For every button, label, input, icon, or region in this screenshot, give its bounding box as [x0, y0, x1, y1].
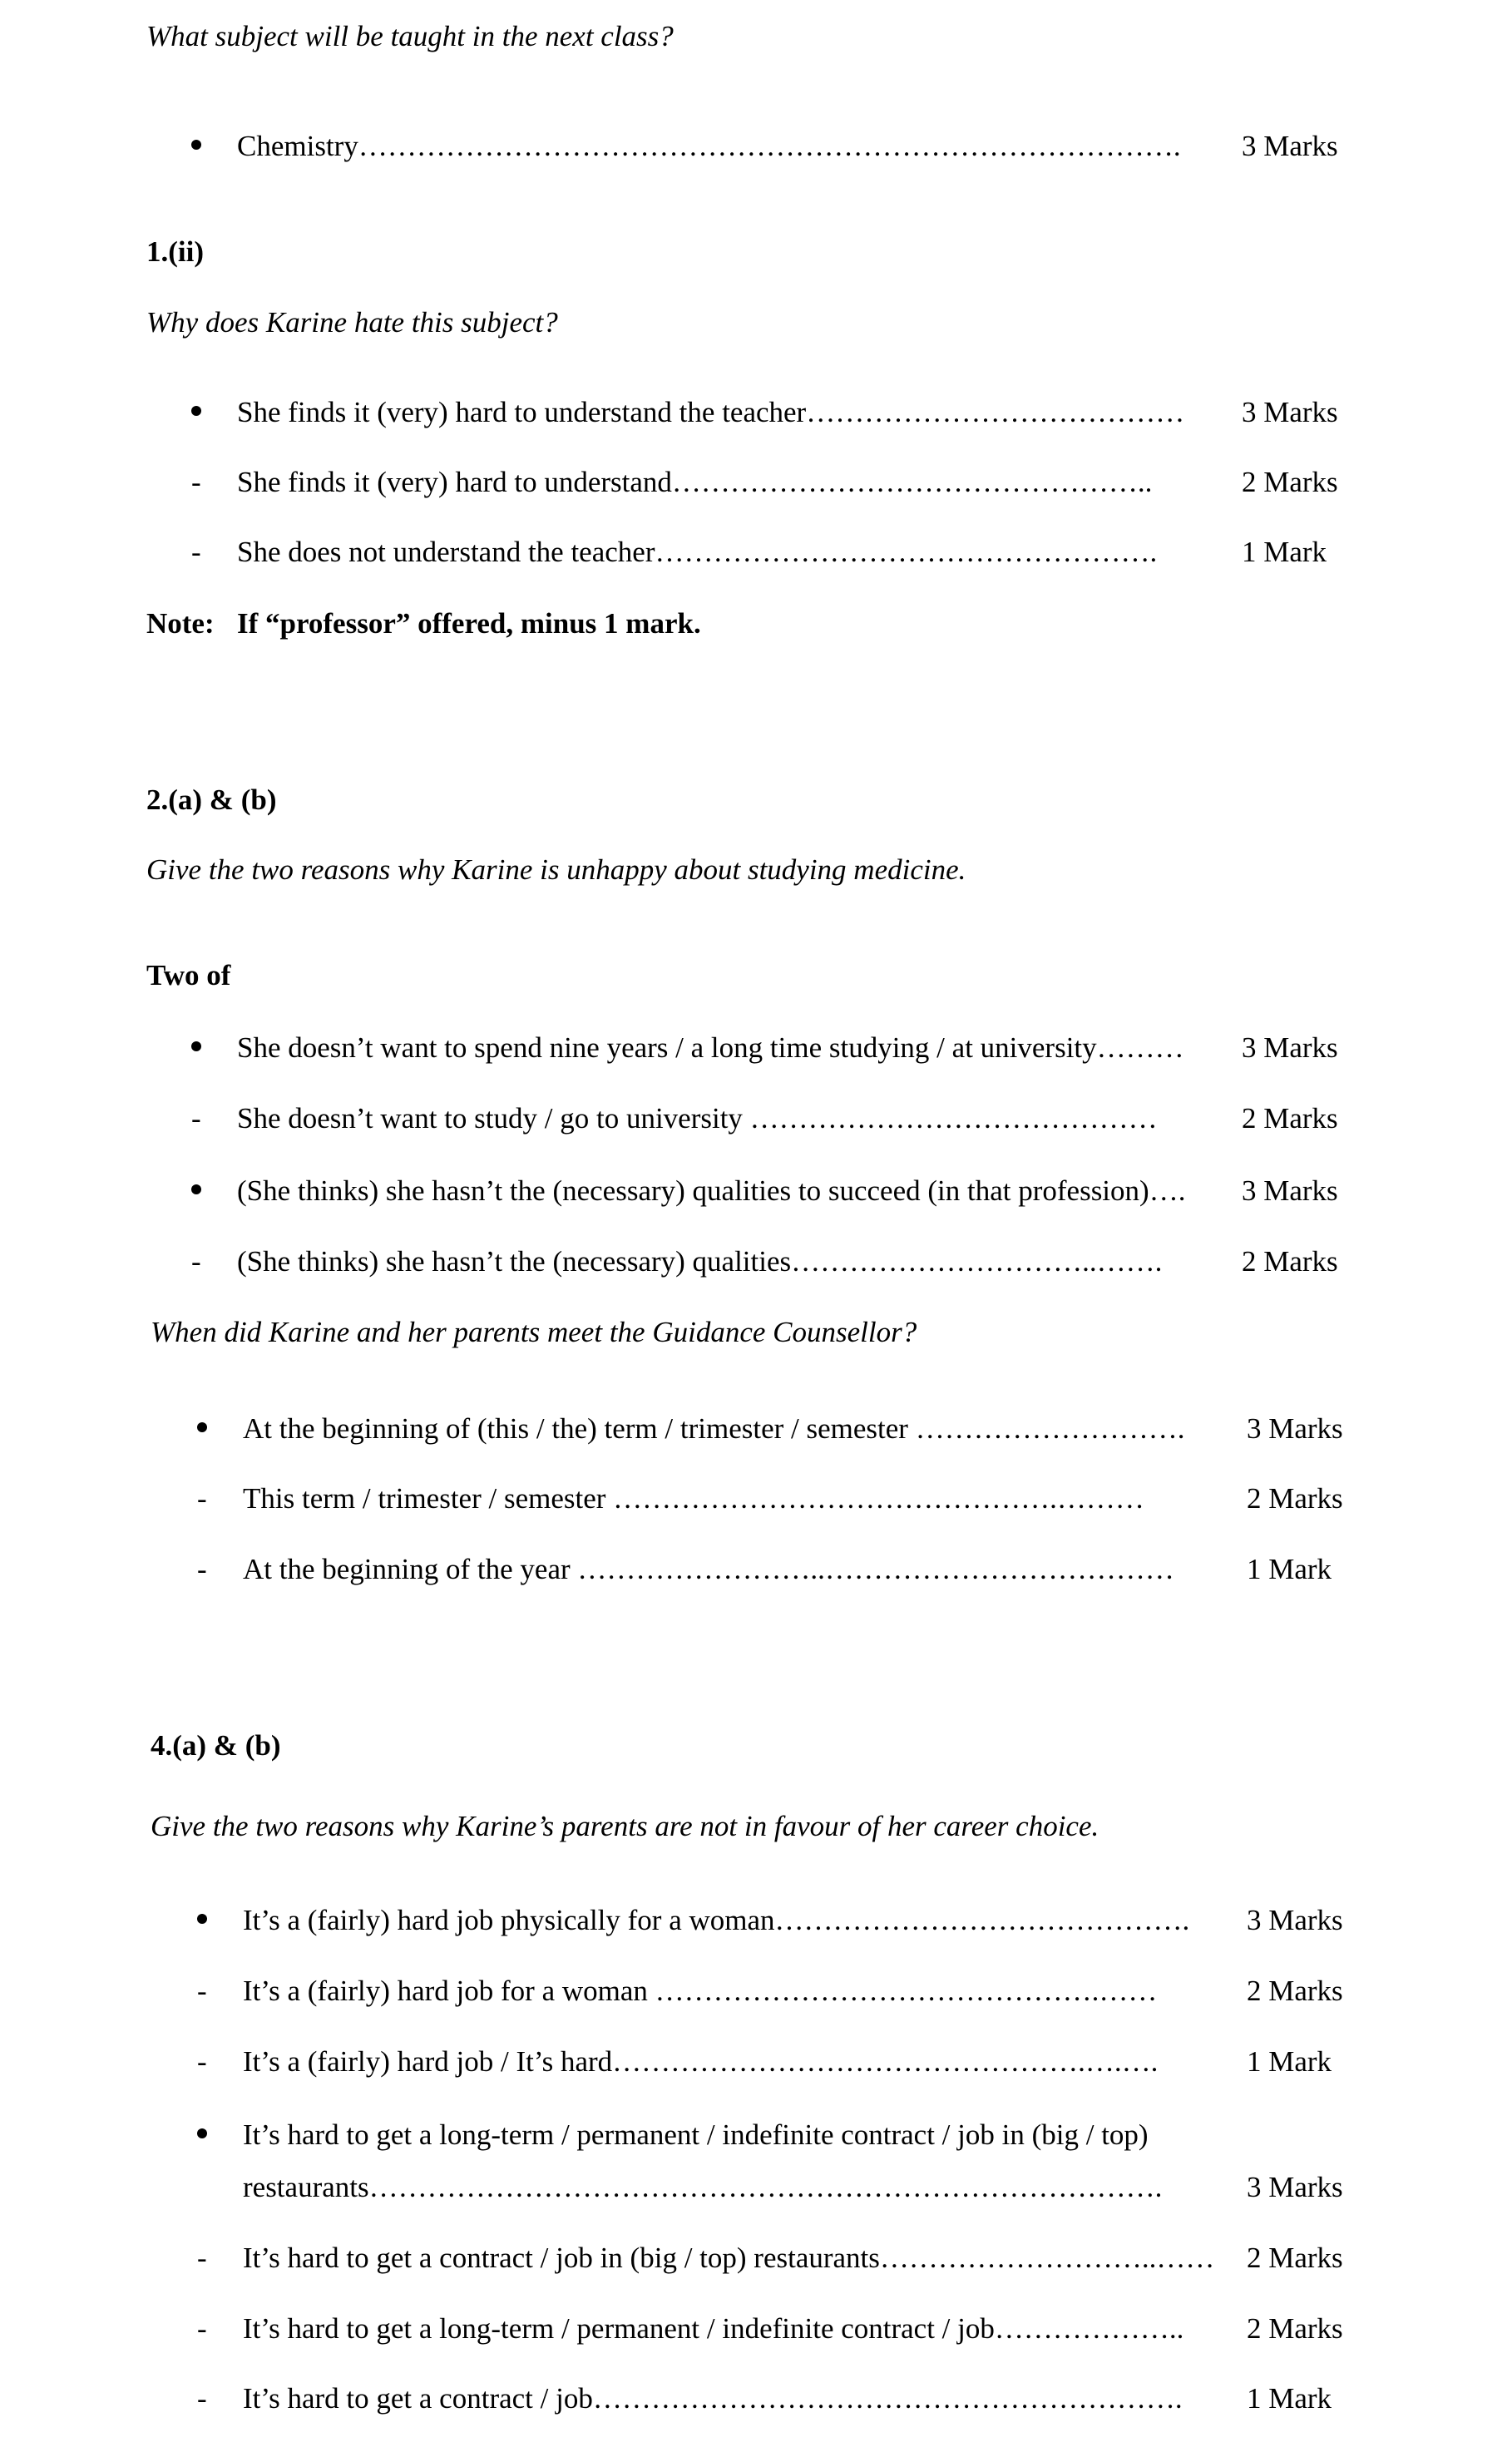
- q3-answer-3: At the beginning of the year ……………………..………………………………: [243, 1553, 1174, 1585]
- q4-heading: 4.(a) & (b): [151, 1729, 281, 1762]
- bullet-icon: [197, 1914, 207, 1924]
- dash-marker: -: [191, 1102, 201, 1135]
- bullet-icon: [191, 1041, 201, 1051]
- q1i-question: What subject will be taught in the next class?: [146, 20, 674, 52]
- q1ii-heading: 1.(ii): [146, 235, 205, 268]
- dash-marker: -: [191, 536, 201, 568]
- q2-answer-3-mark: 3 Marks: [1242, 1174, 1338, 1207]
- q4-answer-3-mark: 1 Mark: [1247, 2045, 1332, 2078]
- dash-marker: -: [197, 1482, 207, 1515]
- q2-answer-1-mark: 3 Marks: [1242, 1031, 1338, 1064]
- dash-marker: -: [197, 2382, 207, 2415]
- q4-answer-2: It’s a (fairly) hard job for a woman ……………………………………….……: [243, 1975, 1158, 2007]
- q1i-answer-mark: 3 Marks: [1242, 130, 1338, 162]
- q4-answer-7-mark: 1 Mark: [1247, 2382, 1332, 2415]
- q3-question: When did Karine and her parents meet the Guidance Counsellor?: [151, 1316, 917, 1348]
- q1ii-answer-1: She finds it (very) hard to understand the teacher…………………………………: [237, 396, 1185, 428]
- dash-marker: -: [197, 2312, 207, 2345]
- q1ii-answer-2-mark: 2 Marks: [1242, 466, 1338, 498]
- bullet-icon: [197, 1422, 207, 1432]
- q4-answer-4: It’s hard to get a long-term / permanent / indefinite contract / job in (big / top): [243, 2118, 1149, 2151]
- q4-answer-6-mark: 2 Marks: [1247, 2312, 1343, 2345]
- q2-answer-3: (She thinks) she hasn’t the (necessary) qualities to succeed (in that profession)….: [237, 1174, 1186, 1207]
- q4-answer-7: It’s hard to get a contract / job…………………………………………………….: [243, 2382, 1183, 2415]
- q1ii-answer-3: She does not understand the teacher…………………………………………….: [237, 536, 1158, 568]
- q4-answer-4-mark: 3 Marks: [1247, 2171, 1343, 2203]
- bullet-icon: [191, 140, 201, 150]
- q1ii-answer-2: She finds it (very) hard to understand…………………………………………..: [237, 466, 1153, 498]
- q3-answer-2-mark: 2 Marks: [1247, 1482, 1343, 1515]
- q2-answer-1: She doesn’t want to spend nine years / a long time studying / at university………: [237, 1031, 1184, 1064]
- q4-answer-1-mark: 3 Marks: [1247, 1904, 1343, 1936]
- q2-answer-4-mark: 2 Marks: [1242, 1245, 1338, 1278]
- q4-answer-5-mark: 2 Marks: [1247, 2242, 1343, 2274]
- bullet-icon: [191, 1184, 201, 1194]
- dash-marker: -: [197, 1553, 207, 1585]
- q3-answer-3-mark: 1 Mark: [1247, 1553, 1332, 1585]
- q4-answer-6: It’s hard to get a long-term / permanent / indefinite contract / job………………..: [243, 2312, 1184, 2345]
- dash-marker: -: [191, 466, 201, 498]
- q1ii-answer-1-mark: 3 Marks: [1242, 396, 1338, 428]
- q2-subheading: Two of: [146, 959, 231, 991]
- q1i-answer: Chemistry………………………………………………………………………….: [237, 130, 1181, 162]
- dash-marker: -: [191, 1245, 201, 1278]
- q2-heading: 2.(a) & (b): [146, 784, 277, 816]
- q1ii-note-text: If “professor” offered, minus 1 mark.: [237, 607, 701, 640]
- q4-answer-3: It’s a (fairly) hard job / It’s hard………………………………………….….….: [243, 2045, 1159, 2078]
- q2-answer-4: (She thinks) she hasn’t the (necessary) qualities…………………………..…….: [237, 1245, 1163, 1278]
- dash-marker: -: [197, 2242, 207, 2274]
- q3-answer-1-mark: 3 Marks: [1247, 1412, 1343, 1445]
- q2-answer-2: She doesn’t want to study / go to university ……………………………………: [237, 1102, 1158, 1135]
- q3-answer-2: This term / trimester / semester ……………………………………….………: [243, 1482, 1144, 1515]
- q4-answer-5: It’s hard to get a contract / job in (big / top) restaurants………………………..……: [243, 2242, 1215, 2274]
- q1ii-note-label: Note:: [146, 607, 215, 640]
- bullet-icon: [191, 406, 201, 416]
- q4-answer-4-continued: restaurants……………………………………………………………………….: [243, 2171, 1163, 2203]
- q4-question: Give the two reasons why Karine’s parents are not in favour of her career choice.: [151, 1810, 1099, 1842]
- q1ii-answer-3-mark: 1 Mark: [1242, 536, 1327, 568]
- q4-answer-2-mark: 2 Marks: [1247, 1975, 1343, 2007]
- q4-answer-1: It’s a (fairly) hard job physically for a woman…………………………………….: [243, 1904, 1190, 1936]
- dash-marker: -: [197, 1975, 207, 2007]
- dash-marker: -: [197, 2045, 207, 2078]
- q1ii-question: Why does Karine hate this subject?: [146, 306, 558, 339]
- q3-answer-1: At the beginning of (this / the) term / trimester / semester ……………………….: [243, 1412, 1185, 1445]
- q2-question: Give the two reasons why Karine is unhappy about studying medicine.: [146, 853, 966, 886]
- bullet-icon: [197, 2128, 207, 2138]
- q2-answer-2-mark: 2 Marks: [1242, 1102, 1338, 1135]
